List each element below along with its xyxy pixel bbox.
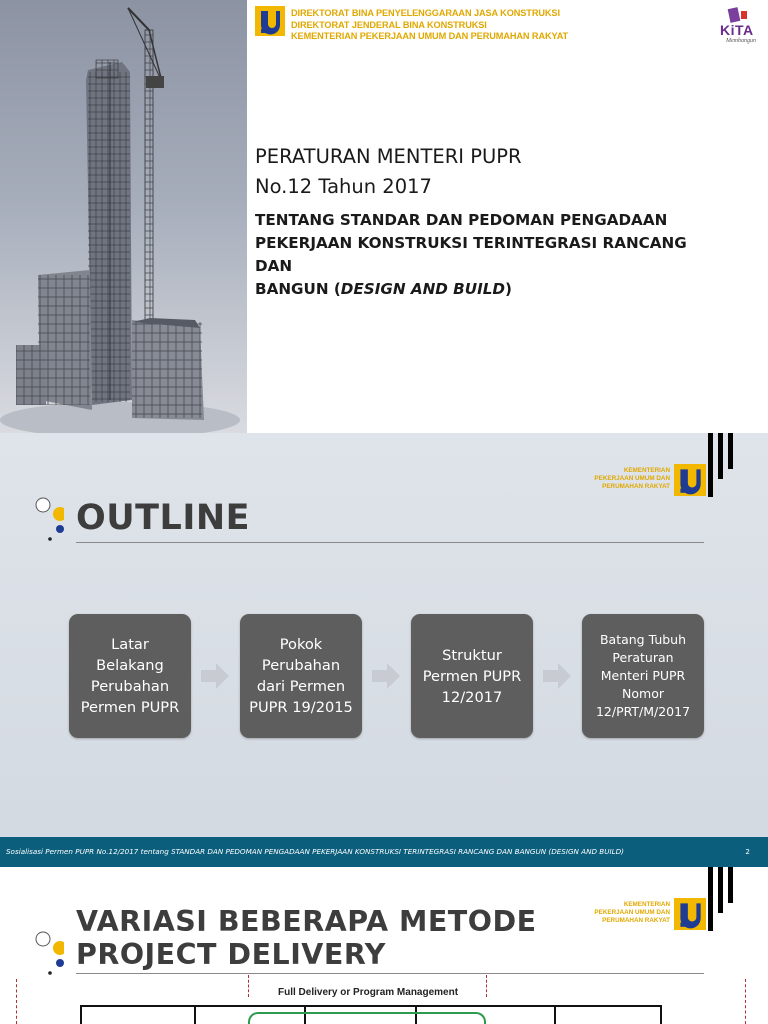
subtitle-part-b: ) [505, 280, 512, 298]
outline-item-pokok-perubahan: Pokok Perubahan dari Permen PUPR 19/2015 [240, 614, 362, 738]
regulation-subtitle-line-1: TENTANG STANDAR DAN PEDOMAN PENGADAAN [255, 211, 668, 229]
pupr-logo [255, 6, 285, 36]
regulation-subtitle-line-2: PEKERJAAN KONSTRUKSI TERINTEGRASI RANCANG DAN [255, 234, 687, 275]
outline-item-struktur-permen: Struktur Permen PUPR 12/2017 [411, 614, 533, 738]
org-line-1: DIREKTORAT BINA PENYELENGGARAAN JASA KONSTRUKSI [291, 8, 560, 18]
subtitle-italic-part: DESIGN AND BUILD [340, 280, 506, 298]
dashed-boundary-center-right [486, 975, 487, 997]
ministry-line-3: PERUMAHAN RAKYAT [602, 917, 670, 924]
dashed-boundary-center-left [248, 975, 249, 997]
bullet-dots-icon [34, 930, 64, 976]
dashed-boundary-left [16, 979, 17, 1024]
diagram-caption: Full Delivery or Program Management [278, 987, 459, 998]
regulation-subtitle-line-3 [255, 278, 715, 301]
arrow-right-icon [201, 661, 229, 691]
subtitle-part-a: BANGUN ( [255, 280, 341, 298]
slide-footer [0, 837, 768, 867]
outline-item-batang-tubuh: Batang Tubuh Peraturan Menteri PUPR Nomor 12/PRT/M/2017 [582, 614, 704, 738]
heading-rule [76, 973, 704, 974]
arrow-right-icon [543, 661, 571, 691]
kita-logo-text: KiTA [720, 22, 754, 38]
heading-line-2: PROJECT DELIVERY [76, 938, 386, 971]
ministry-line-2: PEKERJAAN UMUM DAN [594, 475, 670, 482]
org-line-2: DIREKTORAT JENDERAL BINA KONSTRUKSI [291, 19, 487, 30]
regulation-title-line-2: No.12 Tahun 2017 [255, 175, 432, 198]
regulation-title [255, 142, 522, 202]
outline-heading: OUTLINE [76, 498, 251, 538]
org-line-3: KEMENTERIAN PEKERJAAN UMUM DAN PERUMAHAN RAKYAT [291, 31, 569, 41]
outline-slide [0, 433, 768, 867]
project-delivery-slide [0, 867, 768, 1024]
arrow-right-icon [372, 661, 400, 691]
dashed-boundary-right [745, 979, 746, 1024]
kita-logo-subtext: Membangun [726, 38, 756, 44]
ministry-name-mini [580, 467, 670, 491]
building-construction-photo [0, 0, 247, 433]
footer-text: Sosialisasi Permen PUPR No.12/2017 tentang STANDAR DAN PEDOMAN PENGADAAN PEKERJAAN KONSTRUKSI TERINTEGRASI RANCANG DAN BANGUN (DESIGN AND BUILD) [6, 847, 624, 856]
bullet-dots-icon [34, 496, 64, 542]
regulation-subtitle [255, 209, 715, 301]
page-number: 2 [745, 847, 750, 856]
title-slide [0, 0, 768, 433]
pupr-logo [674, 898, 706, 930]
ministry-line-1: KEMENTERIAN [623, 901, 670, 908]
project-delivery-heading [76, 905, 537, 971]
outline-item-latar-belakang: Latar Belakang Perubahan Permen PUPR [69, 614, 191, 738]
ministry-line-1: KEMENTERIAN [623, 467, 670, 474]
highlighted-delivery-box [248, 1012, 486, 1024]
pupr-logo [674, 464, 706, 496]
heading-rule [76, 542, 704, 543]
ministry-name-mini [580, 901, 670, 925]
organization-lines [291, 8, 568, 43]
heading-line-1: VARIASI BEBERAPA METODE [76, 905, 537, 938]
tower-illustration [0, 0, 247, 433]
ministry-line-2: PEKERJAAN UMUM DAN [594, 909, 670, 916]
ministry-line-3: PERUMAHAN RAKYAT [602, 483, 670, 490]
regulation-title-line-1: PERATURAN MENTERI PUPR [255, 145, 522, 168]
